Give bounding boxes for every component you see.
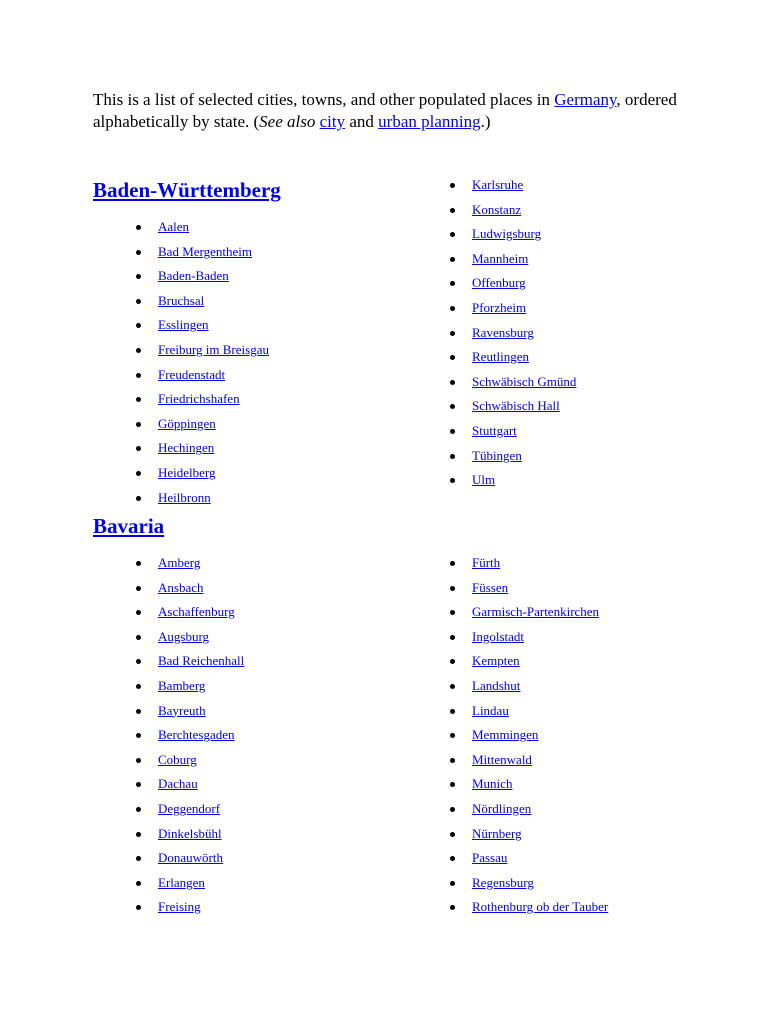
city-link[interactable]: Ravensburg xyxy=(472,324,534,340)
list-item xyxy=(472,576,608,601)
city-link[interactable]: Esslingen xyxy=(158,317,209,333)
city-link[interactable]: Kempten xyxy=(472,653,520,669)
list-item xyxy=(472,674,608,699)
list-item xyxy=(158,846,244,871)
city-link[interactable]: Ulm xyxy=(472,472,496,488)
list-item xyxy=(158,600,244,625)
city-link[interactable]: Coburg xyxy=(158,751,197,767)
list-item xyxy=(158,895,244,920)
list-item xyxy=(472,271,576,296)
city-link[interactable]: Munich xyxy=(472,776,513,792)
list-item xyxy=(158,772,244,797)
intro-text-and: and xyxy=(349,112,374,131)
list-item xyxy=(472,723,608,748)
city-link[interactable]: Freudenstadt xyxy=(158,366,226,382)
list-item xyxy=(158,387,269,412)
list-item xyxy=(472,748,608,773)
city-link[interactable]: Garmisch-Partenkirchen xyxy=(472,604,600,620)
city-link[interactable]: Schwäbisch Gmünd xyxy=(472,373,577,389)
list-item xyxy=(158,289,269,314)
city-link[interactable]: Deggendorf xyxy=(158,800,221,816)
list-item xyxy=(472,600,608,625)
city-link[interactable]: Pforzheim xyxy=(472,299,527,315)
list-item xyxy=(158,649,244,674)
list-item xyxy=(158,461,269,486)
list-item xyxy=(472,370,576,395)
bavaria-list-right xyxy=(472,551,608,920)
city-link[interactable]: Fürth xyxy=(472,555,501,570)
city-link[interactable]: Aschaffenburg xyxy=(158,604,235,620)
list-item xyxy=(158,363,269,388)
urban-planning-link[interactable]: urban planning xyxy=(378,112,481,131)
city-link[interactable]: Göppingen xyxy=(158,415,216,431)
city-link[interactable]: Stuttgart xyxy=(472,422,517,438)
city-link[interactable]: Mittenwald xyxy=(472,751,532,767)
city-link[interactable]: Reutlingen xyxy=(472,349,530,365)
list-item xyxy=(472,772,608,797)
section-heading-bavaria xyxy=(93,513,164,539)
city-link[interactable]: Memmingen xyxy=(472,727,539,743)
city-link[interactable]: Regensburg xyxy=(472,874,534,890)
list-item xyxy=(158,797,244,822)
city-link[interactable]: Dinkelsbühl xyxy=(158,825,222,841)
intro-text-before: This is a list of selected cities, towns, and other populated places in xyxy=(93,90,555,109)
city-link[interactable]: Konstanz xyxy=(472,201,522,217)
city-link[interactable]: Dachau xyxy=(158,776,198,792)
list-item xyxy=(158,240,269,265)
list-item xyxy=(158,436,269,461)
baden-wurttemberg-list-right xyxy=(472,173,576,493)
list-item xyxy=(472,296,576,321)
city-link[interactable]: Offenburg xyxy=(472,275,526,291)
city-link[interactable]: Karlsruhe xyxy=(472,177,524,192)
list-item xyxy=(158,313,269,338)
list-item xyxy=(472,551,608,576)
city-link[interactable]: Mannheim xyxy=(472,250,529,266)
list-item xyxy=(472,649,608,674)
list-item xyxy=(158,551,244,576)
city-link[interactable]: Schwäbisch Hall xyxy=(472,398,560,414)
list-item xyxy=(158,412,269,437)
city-link[interactable]: Friedrichshafen xyxy=(158,391,240,407)
city-link[interactable]: Berchtesgaden xyxy=(158,727,235,743)
list-item xyxy=(472,419,576,444)
intro-text-end: .) xyxy=(480,112,491,131)
city-link[interactable]: Aalen xyxy=(158,219,190,234)
city-link[interactable]: Nördlingen xyxy=(472,800,532,816)
list-item xyxy=(158,748,244,773)
city-link[interactable]: Rothenburg ob der Tauber xyxy=(472,899,609,915)
city-link[interactable]: Füssen xyxy=(472,579,509,595)
list-item xyxy=(472,895,608,920)
bavaria-heading-link[interactable]: Bavaria xyxy=(93,514,165,538)
list-item xyxy=(158,871,244,896)
list-item xyxy=(158,576,244,601)
list-item xyxy=(158,486,269,511)
germany-link[interactable]: Germany xyxy=(554,90,617,109)
list-item xyxy=(472,321,576,346)
list-item xyxy=(472,625,608,650)
list-item xyxy=(472,394,576,419)
city-link[interactable]: Freiburg im Breisgau xyxy=(158,341,269,357)
city-link[interactable]: Ludwigsburg xyxy=(472,226,542,242)
list-item xyxy=(472,222,576,247)
list-item xyxy=(158,215,269,240)
baden-wurttemberg-heading-link[interactable]: Baden-Württemberg xyxy=(93,178,281,202)
city-link[interactable]: Amberg xyxy=(158,555,201,570)
list-item xyxy=(472,444,576,469)
city-link[interactable]: Passau xyxy=(472,850,508,866)
list-item xyxy=(472,173,576,198)
city-link[interactable]: Erlangen xyxy=(158,874,205,890)
list-item xyxy=(158,674,244,699)
city-link[interactable]: Heidelberg xyxy=(158,464,216,480)
list-item xyxy=(158,699,244,724)
list-item xyxy=(472,699,608,724)
intro-paragraph xyxy=(93,89,683,133)
city-link[interactable]: Bad Mergentheim xyxy=(158,243,252,259)
list-item xyxy=(158,625,244,650)
city-link[interactable]: city xyxy=(319,112,346,131)
city-link[interactable]: Hechingen xyxy=(158,440,215,456)
city-link[interactable]: Donauwörth xyxy=(158,850,223,866)
list-item xyxy=(472,345,576,370)
list-item xyxy=(472,822,608,847)
list-item xyxy=(472,871,608,896)
see-also-text: See also xyxy=(259,112,316,131)
list-item xyxy=(158,723,244,748)
intro-text-middle: , ordered alphabetically by state. ( xyxy=(93,90,677,131)
city-link[interactable]: Bayreuth xyxy=(158,702,206,718)
list-item xyxy=(472,797,608,822)
list-item xyxy=(158,338,269,363)
list-item xyxy=(158,822,244,847)
city-link[interactable]: Bruchsal xyxy=(158,292,205,308)
city-link[interactable]: Bamberg xyxy=(158,677,206,693)
list-item xyxy=(472,468,576,493)
city-link[interactable]: Bad Reichenhall xyxy=(158,653,245,669)
list-item xyxy=(472,198,576,223)
list-item xyxy=(472,247,576,272)
section-heading-baden-wurttemberg xyxy=(93,177,281,203)
bavaria-list-left xyxy=(158,551,244,920)
city-link[interactable]: Lindau xyxy=(472,702,509,718)
baden-wurttemberg-list-left xyxy=(158,215,269,510)
city-link[interactable]: Freising xyxy=(158,899,201,915)
city-link[interactable]: Heilbronn xyxy=(158,489,211,505)
list-item xyxy=(158,264,269,289)
city-link[interactable]: Augsburg xyxy=(158,628,210,644)
city-link[interactable]: Nürnberg xyxy=(472,825,522,841)
city-link[interactable]: Ingolstadt xyxy=(472,628,524,644)
list-item xyxy=(472,846,608,871)
city-link[interactable]: Baden-Baden xyxy=(158,268,229,284)
city-link[interactable]: Landshut xyxy=(472,677,521,693)
city-link[interactable]: Ansbach xyxy=(158,579,204,595)
city-link[interactable]: Tübingen xyxy=(472,447,522,463)
